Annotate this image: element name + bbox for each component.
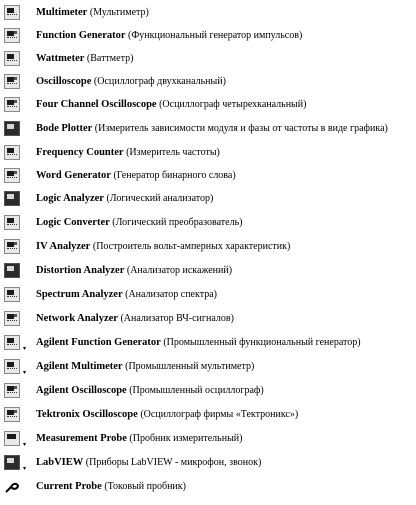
instrument-description: (Промышленный осциллограф)	[126, 385, 264, 396]
agilent-multimeter-icon: ▾	[4, 359, 20, 374]
instrument-name: Agilent Multimeter	[36, 361, 123, 372]
instrument-name: Agilent Oscilloscope	[36, 385, 127, 396]
instrument-row-labview[interactable]	[0, 454, 416, 474]
instrument-description: (Построитель вольт-амперных характеристик)	[90, 241, 291, 252]
instrument-name: Spectrum Analyzer	[36, 289, 123, 300]
measurement-probe-icon: ▾	[4, 431, 20, 446]
logic-converter-icon	[4, 215, 20, 230]
distortion-analyzer-icon	[4, 263, 20, 278]
bode-plotter-icon	[4, 121, 20, 136]
instrument-name: Current Probe	[36, 481, 102, 492]
current-probe-icon	[4, 479, 20, 494]
instrument-name: Distortion Analyzer	[36, 265, 125, 276]
instrument-row-agilent-function-generator[interactable]	[0, 334, 416, 354]
instrument-name: Agilent Function Generator	[36, 337, 161, 348]
instrument-description: (Приборы LabVIEW - микрофон, звонок)	[83, 457, 262, 468]
instrument-name: Logic Converter	[36, 217, 110, 228]
iv-analyzer-icon	[4, 239, 20, 254]
instrument-row-logic-converter[interactable]	[0, 214, 416, 234]
instrument-row-agilent-multimeter[interactable]	[0, 358, 416, 378]
instrument-row-bode-plotter[interactable]	[0, 120, 416, 140]
instrument-row-function-generator[interactable]	[0, 27, 416, 47]
instrument-row-tektronix-oscilloscope[interactable]	[0, 406, 416, 426]
multimeter-icon	[4, 5, 20, 20]
instrument-row-oscilloscope[interactable]	[0, 73, 416, 93]
instrument-name: Network Analyzer	[36, 313, 118, 324]
instrument-name: Four Channel Oscilloscope	[36, 99, 157, 110]
instrument-description: (Функциональный генератор импульсов)	[125, 30, 303, 41]
instrument-name: Tektronix Oscilloscope	[36, 409, 138, 420]
network-analyzer-icon	[4, 311, 20, 326]
instrument-row-wattmeter[interactable]	[0, 50, 416, 70]
instrument-name: IV Analyzer	[36, 241, 91, 252]
instrument-description: (Осциллограф фирмы «Тектроникс»)	[137, 409, 299, 420]
instrument-description: (Токовый пробник)	[101, 481, 186, 492]
spectrum-analyzer-icon	[4, 287, 20, 302]
instrument-row-network-analyzer[interactable]	[0, 310, 416, 330]
instrument-row-measurement-probe[interactable]	[0, 430, 416, 450]
current-probe-glyph	[4, 479, 20, 495]
logic-analyzer-icon	[4, 191, 20, 206]
tektronix-oscilloscope-icon	[4, 407, 20, 422]
instrument-name: Function Generator	[36, 30, 126, 41]
instrument-description: (Промышленный функциональный генератор)	[160, 337, 361, 348]
agilent-oscilloscope-icon	[4, 383, 20, 398]
wattmeter-icon	[4, 51, 20, 66]
instrument-description: (Анализатор спектра)	[122, 289, 217, 300]
instrument-description: (Осциллограф четырехканальный)	[156, 99, 307, 110]
instrument-description: (Мультиметр)	[87, 7, 149, 18]
instrument-name: Frequency Counter	[36, 147, 124, 158]
instrument-description: (Генератор бинарного слова)	[110, 170, 236, 181]
instrument-row-logic-analyzer[interactable]	[0, 190, 416, 210]
instrument-row-spectrum-analyzer[interactable]	[0, 286, 416, 306]
instrument-description: (Анализатор ВЧ-сигналов)	[117, 313, 234, 324]
agilent-function-generator-icon: ▾	[4, 335, 20, 350]
instrument-name: Bode Plotter	[36, 123, 93, 134]
frequency-counter-icon	[4, 145, 20, 160]
instrument-description: (Измеритель зависимости модуля и фазы от частоты в виде графика)	[92, 123, 388, 134]
labview-icon: ▾	[4, 455, 20, 470]
instrument-row-distortion-analyzer[interactable]	[0, 262, 416, 282]
instrument-description: (Ваттметр)	[84, 53, 134, 64]
instrument-name: Multimeter	[36, 7, 88, 18]
instrument-description: (Логический преобразователь)	[109, 217, 243, 228]
instrument-name: LabVIEW	[36, 457, 84, 468]
instrument-name: Word Generator	[36, 170, 111, 181]
instrument-row-iv-analyzer[interactable]	[0, 238, 416, 258]
instrument-name: Wattmeter	[36, 53, 85, 64]
instrument-description: (Промышленный мультиметр)	[122, 361, 255, 372]
oscilloscope-icon	[4, 74, 20, 89]
instrument-name: Logic Analyzer	[36, 193, 104, 204]
instrument-description: (Логический анализатор)	[103, 193, 214, 204]
function-generator-icon	[4, 28, 20, 43]
instrument-description: (Измеритель частоты)	[123, 147, 220, 158]
instrument-row-current-probe[interactable]	[0, 478, 416, 498]
instrument-row-frequency-counter[interactable]	[0, 144, 416, 164]
instrument-name: Measurement Probe	[36, 433, 127, 444]
instrument-row-four-channel-oscilloscope[interactable]	[0, 96, 416, 116]
instrument-row-multimeter[interactable]	[0, 4, 416, 24]
four-channel-oscilloscope-icon	[4, 97, 20, 112]
instrument-description: (Пробник измерительный)	[126, 433, 243, 444]
word-generator-icon	[4, 168, 20, 183]
instrument-description: (Анализатор искажений)	[124, 265, 233, 276]
instrument-row-agilent-oscilloscope[interactable]	[0, 382, 416, 402]
instrument-description: (Осциллограф двухканальный)	[91, 76, 226, 87]
instrument-row-word-generator[interactable]	[0, 167, 416, 187]
instrument-name: Oscilloscope	[36, 76, 92, 87]
